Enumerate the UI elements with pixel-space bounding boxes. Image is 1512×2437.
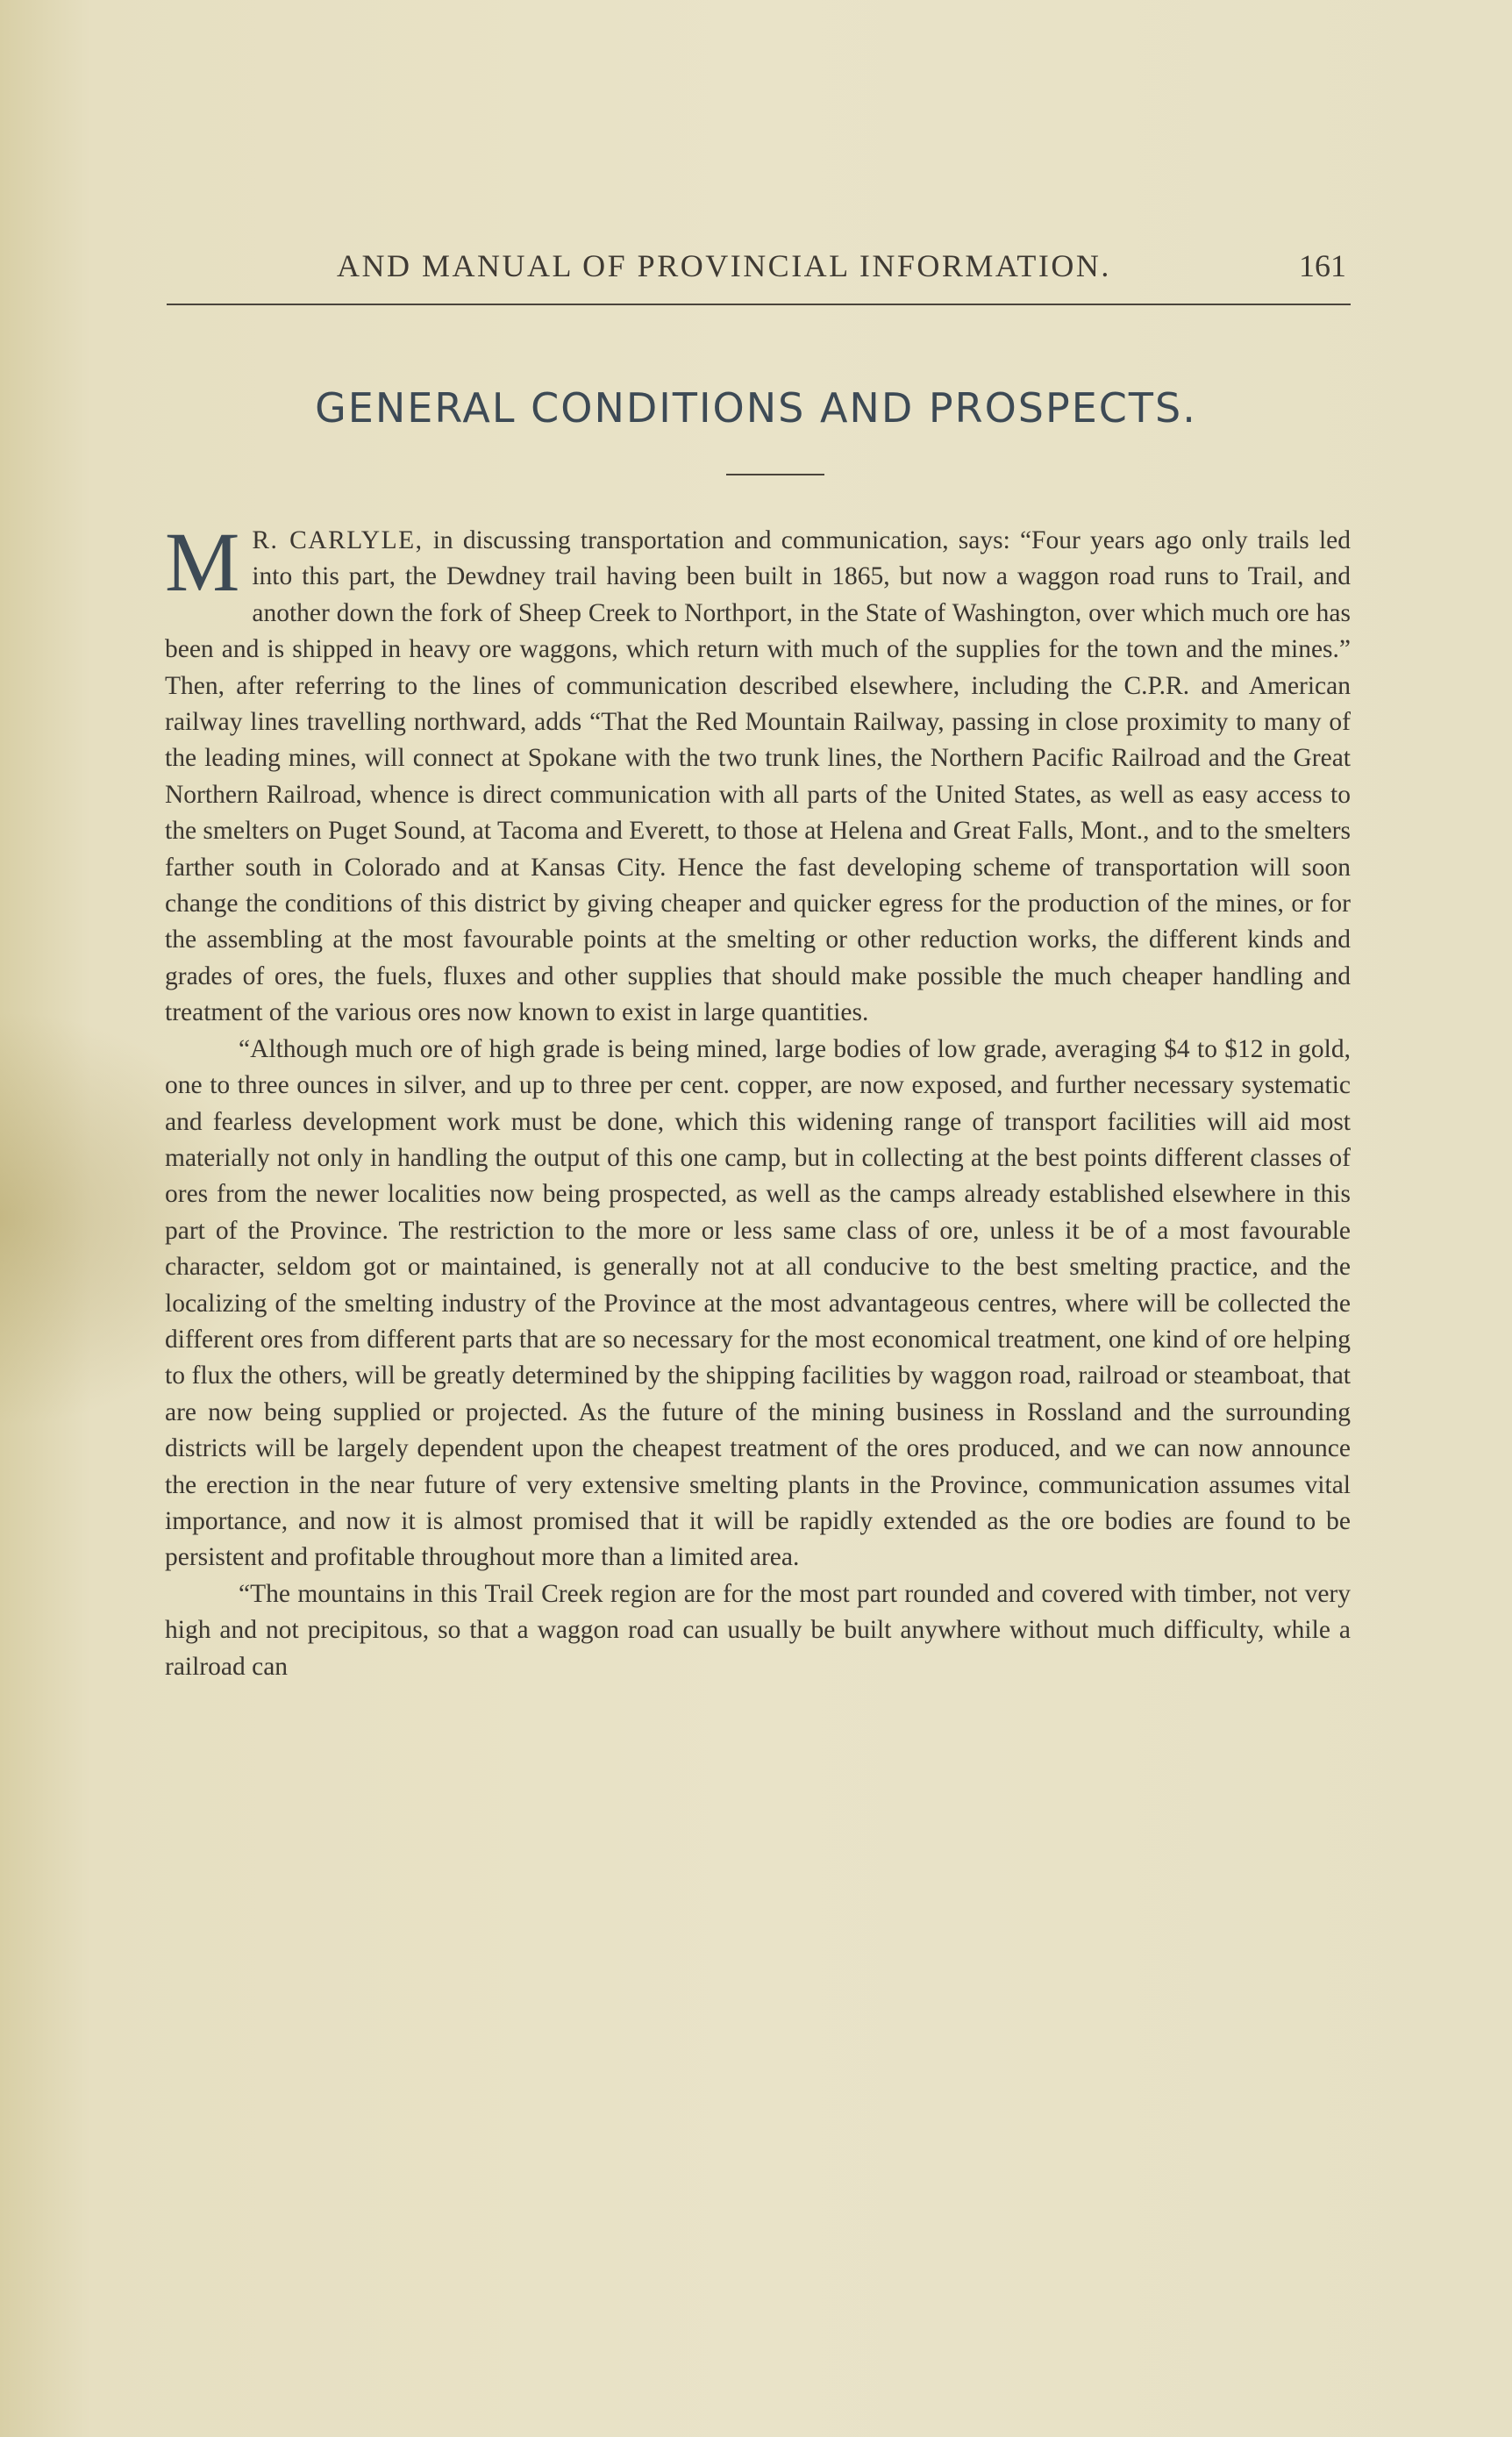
page-number: 161 xyxy=(1299,248,1346,283)
paragraph-3: “The mountains in this Trail Creek region are for the most part rounded and covered with timber, not very high and not precipitous, so that a waggon road can usually be built anywhere without much difficulty, while a railroad can xyxy=(165,1579,1351,1681)
running-header xyxy=(167,247,1346,291)
lead-word: R. CARLYLE, xyxy=(252,526,424,554)
paragraph-1-text: in discussing transportation and communication, says: “Four years ago only trails led into this part, the Dewdney trail having been built in 1865, but now a waggon road runs to Trail, and another down the fork of Sheep Creek to Northport, in the State of Washington, over which much ore has been and is shipped in heavy ore waggons, which return with much of the supplies for the town and the mines.” Then, after referring to the lines of communication described elsewhere, including the C.P.R. and American railway lines travelling northward, adds “That the Red Mountain Railway, passing in close proximity to many of the leading mines, will connect at Spokane with the two trunk lines, the Northern Pacific Railroad and the Great Northern Railroad, whence is direct communication with all parts of the United States, as well as easy access to the smelters on Puget Sound, at Tacoma and Everett, to those at Helena and Great Falls, Mont., and to the smelters farther south in Colorado and at Kansas City. Hence the fast developing scheme of transportation will soon change the conditions of this district by giving cheaper and quicker egress for the production of the mines, or for the assembling at the most favourable points at the smelting or other reduction works, the different kinds and grades of ores, the fuels, fluxes and other supplies that should make possible the much cheaper handling and treatment of the various ores now known to exist in large quantities. xyxy=(165,526,1351,1027)
title-divider xyxy=(726,474,824,475)
section-title: GENERAL CONDITIONS AND PROSPECTS. xyxy=(315,384,1197,432)
paragraph-1 xyxy=(165,515,1351,1032)
header-rule xyxy=(167,304,1351,305)
body-text xyxy=(165,515,1351,1685)
paragraph-2: “Although much ore of high grade is being mined, large bodies of low grade, averaging $4 to $12 in gold, one to three ounces in silver, and up to three per cent. copper, are now exposed, and further necessary systematic and fearless development work must be done, which this widening range of transport facilities will aid most materially not only in handling the output of this one camp, but in collecting at the best points different classes of ores from the newer localities now being prospected, as well as the camps already established elsewhere in this part of the Province. The restriction to the more or less same class of ore, unless it be of a most favourable character, seldom got or maintained, is generally not at all conducive to the best smelting practice, and the localizing of the smelting industry of the Province at the most advantageous centres, where will be collected the different ores from different parts that are so necessary for the most economical treatment, one kind of ore helping to flux the others, will be greatly determined by the shipping facilities by waggon road, railroad or steamboat, that are now being supplied or projected. As the future of the mining business in Rossland and the surrounding districts will be largely dependent upon the cheapest treatment of the ores produced, and we can now announce the erection in the near future of very extensive smelting plants in the Province, communication assumes vital importance, and now it is almost promised that it will be rapidly extended as the ore bodies are found to be persistent and profitable throughout more than a limited area. xyxy=(165,1034,1351,1572)
drop-cap: M xyxy=(165,515,240,609)
running-title: AND MANUAL OF PROVINCIAL INFORMATION. xyxy=(337,248,1111,283)
